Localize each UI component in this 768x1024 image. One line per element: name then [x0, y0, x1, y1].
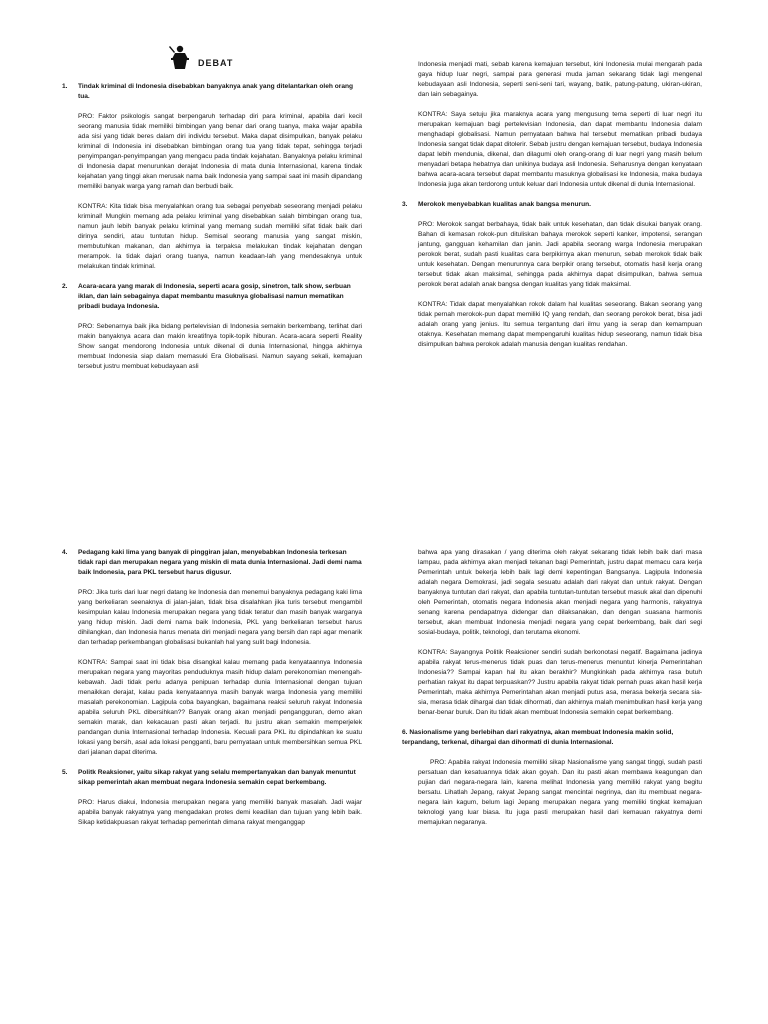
q2-pro-continued: Indonesia menjadi mati, sebab karena kemajuan tersebut, kini Indonesia mulai mengarah pada gaya hidup luar negri, sampai para generasi muda jaman sekarang tidak lagi mengenal kebudayaan asli Indonesia, seperti seni-seni tari, wayang, batik, patung-patung, ukiran-ukiran, dan lain sebagainya.: [418, 61, 702, 98]
q6-pro-paragraph: PRO: Apabila rakyat Indonesia memiliki sikap Nasionalisme yang sangat tinggi, sudah pasti persatuan dan kesatuannya tidak akan goyah. Dan itu pasti akan membawa keagungan dan pujian dari negara-negara lain, karena melihat Indonesia yang memiliki rakyat yang begitu bersatu. Lihatlah Jepang, rakyat Jepang sangat mencintai negrinya, dan itu membuat negara-negara lain kagum, belum lagi Jepang merupakan negara yang memiliki tingkat kemajuan teknologi yang luar biasa. Itu juga pasti merupakan hasil dari kemauan rakyatnya demi memajukan negaranya.: [418, 759, 702, 826]
q1-pro-paragraph: PRO: Faktor psikologis sangat berpengaruh terhadap diri para kriminal, apabila dari kecil seorang manusia tidak memiliki bimbingan yang benar dari orang tuanya, maka wajar apabila ada sisi yang tidak beres dalam diri individu tersebut. Maka dapat disimpulkan, banyak pelaku kriminal di Indonesia ini disebabkan bimbingan orang tua yang tidak tepat, sehingga terjadi penyimpangan-penyimpangan yang mengacu pada tindak kejahatan. Banyaknya pelaku kriminal di Indonesia dapat menurunkan derajat Indonesia di mata dunia Internasional, karena tindak kejahatan yang tinggi akan merusak nama baik Indonesia yang sampai saat ini masih dipandang memiliki banyak warga yang ramah dan berbudi baik.: [78, 113, 362, 190]
q2-pro-paragraph: PRO: Sebenarnya baik jika bidang pertelevisian di Indonesia semakin berkembang, terlihat dari makin banyaknya acara dan makin kreatifnya topik-topik hiburan. Acara-acara seperti Reality Show sangat mendorong Indonesia untuk dikenal di dunia Internasional, hingga akhirnya membuat Indonesia siap dalam memasuki Era Globalisasi. Namun sayang sekali, kemajuan tersebut justru membuat kebudayaan asli: [78, 323, 362, 370]
q3-kontra-paragraph: KONTRA: Tidak dapat menyalahkan rokok dalam hal kualitas seseorang. Bakan seorang yang tidak pernah merokok-pun dapat memiliki IQ yang rendah, dan seorang perokok berat, bisa jadi adalah orang yang jenius. Itu semua tergantung dari ilmu yang ia serap dan kemampuan otaknya. Kesehatan memang dapat mempengaruhi kualitas hidup seseorang, namun tidak bisa disimpulkan bahwa perokok adalah manusia dengan kualitas rendahan.: [418, 301, 702, 348]
question-6: [402, 728, 702, 748]
question-3: [402, 200, 702, 210]
column-top-left: [62, 82, 362, 382]
q5-kontra-paragraph: KONTRA: Sayangnya Politik Reaksioner sendiri sudah berkonotasi negatif. Bagaimana jadinya apabila rakyat terus-menerus tidak puas dan terus-menerus menuntut kinerja Pemerintahan Indonesia?? Sampai kapan hal itu akan berakhir? Mungkinkah pada akhirnya rasa butuh perhatian rakyat itu dapat terpuaskan?? Justru apabila rakyat tidak pernah puas akan hasil kerja Pemerintah, maka akhirnya Pemerintahan akan menjadi putus asa, merasa bekerja secara sia-sia, merasa tidak dihargai dan tidak dihormati, dan akhirnya malah menimbulkan hasil kerja yang benar-benar buruk. Dan itu tidak akan membuat Indonesia semakin cepat berkembang.: [418, 649, 702, 716]
column-bottom-right: [402, 548, 702, 838]
document-title: DEBAT: [198, 58, 234, 68]
q5-pro-continued: bahwa apa yang dirasakan / yang diterima oleh rakyat sekarang tidak lebih baik dari masa lampau, pada akhirnya akan menjadi tekanan bagi Pemerintah, justru dapat memacu cara kerja Pemerintah untuk bekerja lebih baik lagi demi kepentingan Bangsanya. Lagipula Indonesia adalah negara Demokrasi, jadi segala sesuatu adalah dari rakyat dan untuk rakyat. Dengan banyaknya tuntutan dari rakyat, dan apabila tuntutan-tuntutan tersebut masuk akal dan dipenuhi oleh Pemerintah, otomatis negara Indonesia akan menjadi negara yang harmonis, rakyatnya senang karena pendapatnya didengar dan dilaksanakan, dan dengan suasana harmonis tersebut, akan membuat Indonesia menjadi negara yang cepat berkembang, baik dari segi sosial-budaya, politik, teknologi, dan terutama ekonomi.: [418, 549, 702, 636]
question-2: [62, 282, 362, 312]
question-number: 3.: [402, 201, 408, 208]
question-text: Pedagang kaki lima yang banyak di pinggiran jalan, menyebabkan Indonesia terkesan tidak rapi dan merupakan negara yang miskin di mata dunia Internasional. Jadi demi nama baik Indonesia, para PKL tersebut harus digusur.: [78, 549, 362, 576]
q3-pro-paragraph: PRO: Merokok sangat berbahaya, tidak baik untuk kesehatan, dan tidak disukai banyak orang. Bahan di kemasan rokok-pun dituliskan bahaya merokok seperti kanker, impotensi, serangan jantung, gangguan kehamilan dan janin. Jadi apabila seorang warga Indonesia merupakan perokok berat, sudah pasti kualitas cara berpikirnya akan menurun, sebab merokok tidak baik untuk kesehatan. Dengan menurunnya cara berpikir orang tersebut, otomatis hasil kerja orang tersebut tidak akan maksimal, sehingga pada akhirnya dapat disimpulkan, bahwa semua perokok berat adalah anak bangsa dengan kualitas yang tidak maksimal.: [418, 221, 702, 288]
question-text: Tindak kriminal di Indonesia disebabkan banyaknya anak yang ditelantarkan oleh orang tua.: [78, 83, 354, 100]
question-1: [62, 82, 362, 102]
question-4: [62, 548, 362, 578]
question-5: [62, 768, 362, 788]
debate-podium-icon: [168, 44, 192, 70]
q2-kontra-paragraph: KONTRA: Saya setuju jika maraknya acara yang mengusung tema seperti di luar negri itu merupakan kemajuan bagi pertelevisian Indonesia, dan dapat membantu Indonesia dalam menghadapi globalisasi. Namun pernyataan bahwa hal tersebut mematikan pribadi budaya Indonesia sangat tidak dapat ditolerir. Sebab justru dengan kemajuan tersebut, budaya Indonesia dapat lebih mendunia, dikenal, dan dilagumi oleh orang-orang di luar negri yang masih belum menyadari betapa hebatnya dan unikinya budaya asli Indonesia. Seharusnya dengan kenyataan bahwa acara-acara tersebut dapat membantu masuknya globalisasi ke Indonesia, maka budaya Indonesia juga akan terdorong untuk keluar dari Indonesia untuk dikenal di dunia Internasional.: [418, 111, 702, 188]
question-number: 5.: [62, 769, 68, 776]
q4-pro-paragraph: PRO: Jika turis dari luar negri datang ke Indonesia dan menemui banyaknya pedagang kaki lima yang berkeliaran seenaknya di jalan-jalan, tidak bisa disalahkan jika turis tersebut mengambil kesimpulan kalau Indonesia merupakan negara yang tidak teratur dan masih banyak warganya yang hidup miskin. Jadi demi nama baik Indonesia, PKL yang berkeliaran tersebut harus dihilangkan, dan Indonesia harus menata diri menjadi negara yang bersih dan rapi agar menarik dan terhadap perkembangan globalisasi bukanlah hal yang sulit bagi Indonesia.: [78, 589, 362, 646]
question-text: Acara-acara yang marak di Indonesia, seperti acara gosip, sinetron, talk show, serbuan iklan, dan lain sebagainya dapat membantu masuknya globalisasi namun mematikan pribadi budaya Indonesia.: [78, 283, 351, 310]
question-number: 1.: [62, 83, 68, 90]
column-bottom-left: [62, 548, 362, 838]
question-text: Merokok menyebabkan kualitas anak bangsa menurun.: [418, 201, 591, 208]
q1-kontra-paragraph: KONTRA: Kita tidak bisa menyalahkan orang tua sebagai penyebab seseorang menjadi pelaku kriminal! Mungkin memang ada pelaku kriminal yang disebabkan salah bimbingan orang tua, namun jauh lebih banyak pelaku kriminal yang memang sudah memiliki sifat tidak baik dari dirinya sendiri, atau tuntutan hidup. Semisal seorang manusia yang sangat miskin, membutuhkan makanan, dan akhirnya ia terpaksa melakukan tindak kejahatan dengan merampok. Ia tidak dajari orang tuanya, namun keadaan-lah yang mendesaknya untuk melakukan tindak kriminal.: [78, 203, 362, 270]
question-number: 6.: [402, 729, 408, 736]
question-text: Nasionalisme yang berlebihan dari rakyatnya, akan membuat Indonesia makin solid, terpandang, terkenal, dihargai dan dihormati di dunia Internasional.: [402, 729, 674, 746]
column-top-right: [402, 60, 702, 360]
q4-kontra-paragraph: KONTRA: Sampai saat ini tidak bisa disangkal kalau memang pada kenyataannya Indonesia merupakan negara yang mayoritas penduduknya masih hidup dalam perekonomian menengah-kebawah. Jadi tidak perlu adanya penipuan terhadap dunia Internasional dengan tujuan menaikkan derajat, kalau pada kenyataannya masih banyak warga Indonesia yang memiliki masalah perekonomian. Lagipula coba bayangkan, bagaimana reaksi seluruh rakyat Indonesia apabila seluruh PKL dibersihkan?? Banyak orang akan menjadi pengangguran, demo akan semakin marak, dan kekacauan pasti akan terjadi. Itu justru akan semakin memperjelek pandangan dunia Internasional terhadap Indonesia. Kecuali para PKL itu dipindahkan ke suatu lokasi yang bersih, asal ada lokasi pengganti, baru pernyataan untuk membersihkan semua PKL dari jalanan dapat diterima.: [78, 659, 362, 756]
question-text: Politk Reaksioner, yaitu sikap rakyat yang selalu mempertanyakan dan banyak menuntut sikap pemerintah akan membuat negara Indonesia semakin cepat berkembang.: [78, 769, 356, 786]
q5-pro-paragraph: PRO: Harus diakui, Indonesia merupakan negara yang memiliki banyak masalah. Jadi wajar apabila banyak rakyatnya yang mengadakan protes demi keadilan dan tujuan yang lebih baik. Sikap ketidakpuasan rakyat terhadap pemerintah dimana rakyat menganggap: [78, 799, 362, 826]
question-number: 4.: [62, 549, 68, 556]
question-number: 2.: [62, 283, 68, 290]
